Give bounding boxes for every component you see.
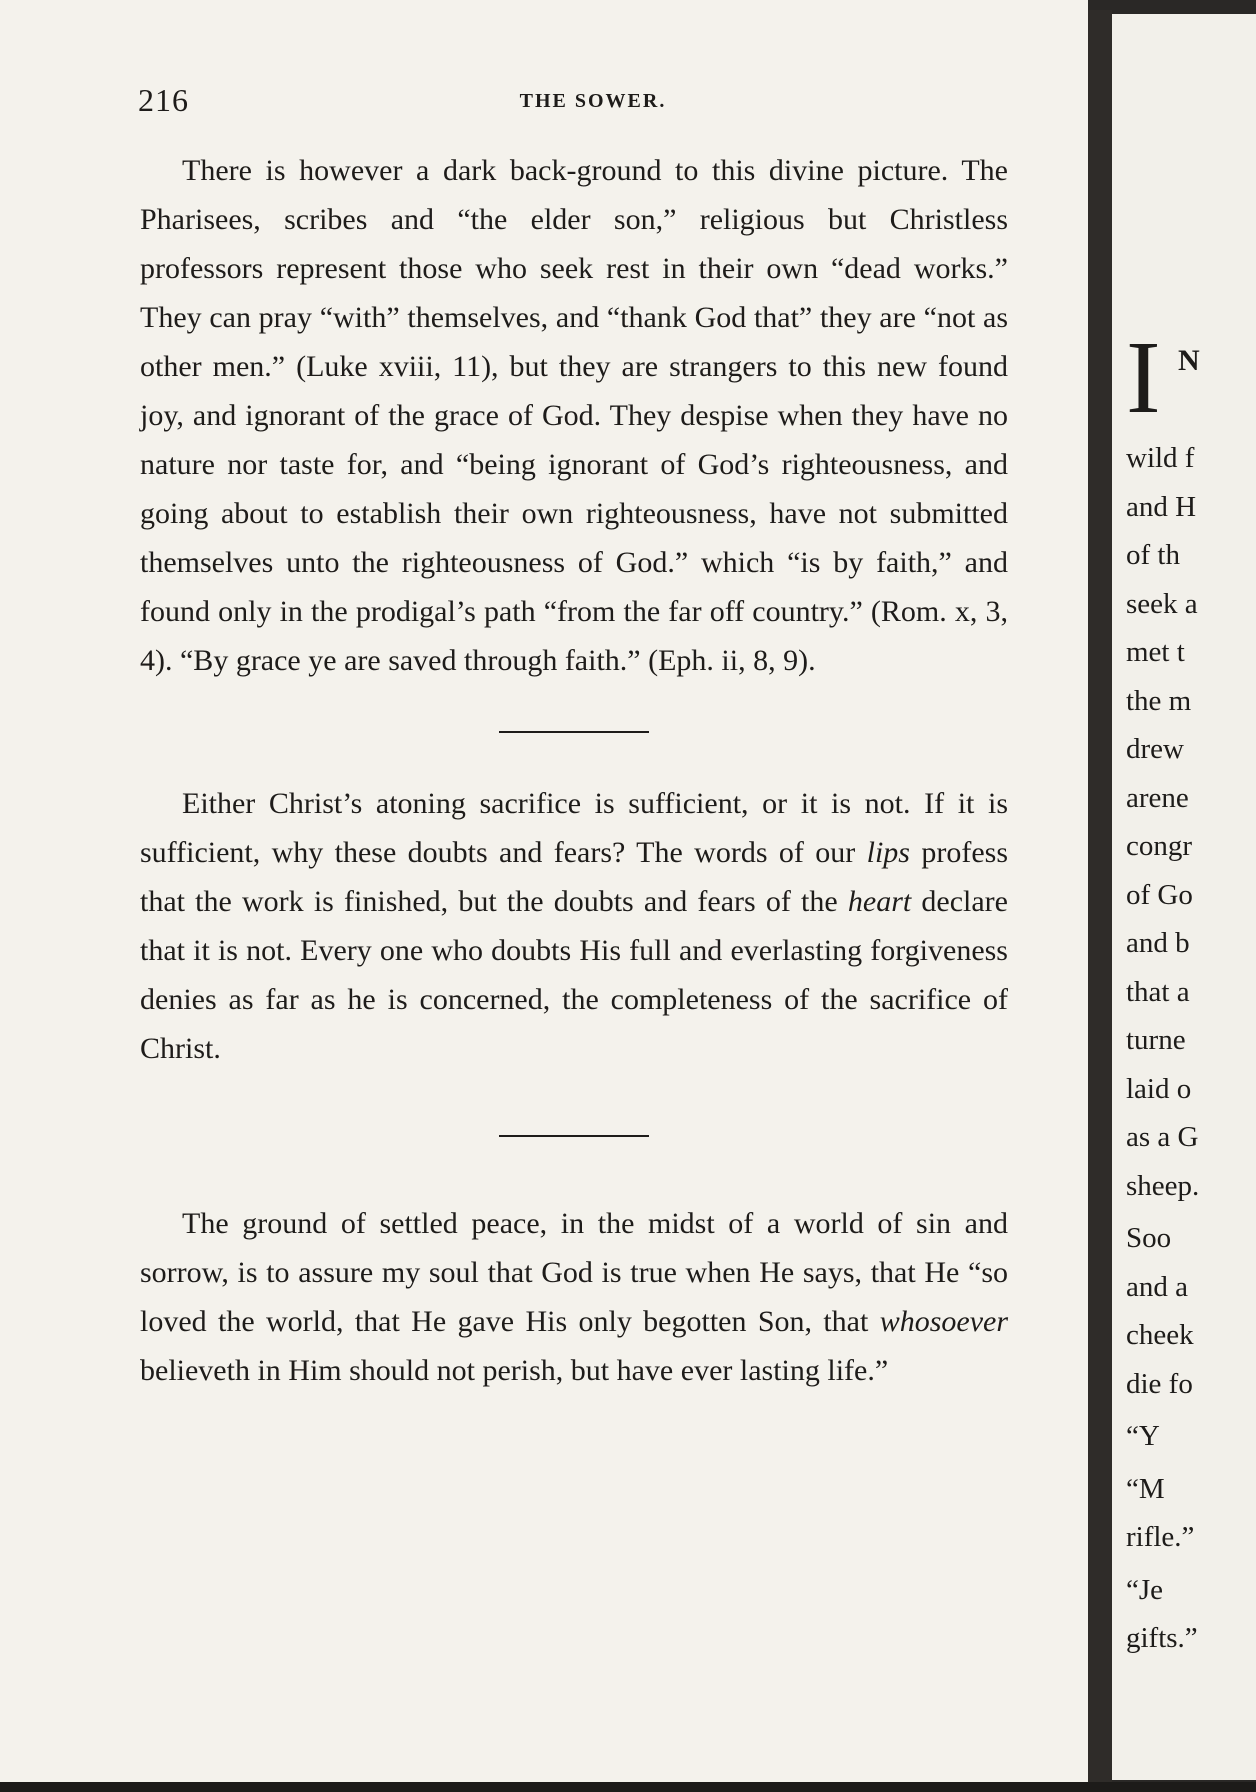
right-page-line: drew (1126, 733, 1184, 765)
right-page-line: rifle.” (1126, 1521, 1195, 1553)
section-divider (499, 1135, 649, 1137)
right-page-line: of Go (1126, 878, 1193, 911)
header-title: THE SOWER. (519, 90, 667, 112)
italic-text: whosoever (879, 1305, 1008, 1338)
right-page-line: and b (1126, 927, 1190, 959)
right-page-line: turne (1126, 1024, 1186, 1056)
right-page-line: Soo (1126, 1222, 1172, 1254)
page-number: 216 (138, 82, 189, 118)
italic-text: heart (847, 885, 912, 918)
paragraph-2 (140, 779, 1008, 1073)
right-page-line: “M (1126, 1472, 1165, 1505)
paragraph-3 (140, 1199, 1008, 1395)
right-page-line: and H (1126, 490, 1197, 523)
section-divider (499, 731, 649, 733)
book-spine (1088, 10, 1112, 1782)
right-page-line: “Je (1126, 1573, 1164, 1606)
body-text (140, 146, 1008, 1395)
text-segment: Either Christ’s atoning sacrifice is sufficient, or it is not. If it is sufficient, why these doubts and fears? The words of our (140, 787, 1008, 869)
drop-cap-small: N (1178, 344, 1200, 377)
right-page-line: sheep. (1126, 1169, 1200, 1202)
right-page-line: laid o (1126, 1072, 1192, 1105)
text-segment: There is however a dark back-ground to this divine picture. The Pharisees, scribes and “the elder son,” religious but Christless professors represent those who seek rest in their own “dead works.” They can pray “with” themselves, and “thank God that” they are “not as other men.” (Luke xviii, 11), but they are strangers to this new found joy, and ignorant of the grace of God. They despise when they have no nature nor taste for, and “being ignorant of God’s righteousness, and going about to establish their own righteousness, have not submitted themselves unto the righteousness of God.” which “is by faith,” and found only in the prodigal’s path “from the far off country.” (Rom. x, 3, 4). “By grace ye are saved through faith.” (Eph. ii, 8, 9). (140, 154, 1008, 677)
italic-text: lips (866, 836, 910, 869)
right-page-line: die fo (1126, 1367, 1193, 1400)
drop-cap: I (1126, 320, 1161, 435)
right-page-line: wild f (1126, 442, 1195, 474)
bottom-edge (0, 1782, 1256, 1792)
right-page-line: as a G (1126, 1121, 1199, 1153)
right-page-line: gifts.” (1126, 1622, 1198, 1654)
right-page-line: of th (1126, 539, 1180, 571)
right-page-line: cheek (1126, 1319, 1194, 1351)
text-segment: The ground of settled peace, in the midst of a world of sin and sorrow, is to assure my soul that God is true when He says, that He “so loved the world, that He gave His only begotten Son, that (140, 1207, 1008, 1338)
right-page (1112, 14, 1256, 1780)
text-segment: declare that it is not. Every one who doubts His full and everlasting forgiveness denies as far as he is concerned, the completeness of the sacrifice of Christ. (140, 885, 1008, 1065)
right-page-line: and a (1126, 1270, 1188, 1303)
right-page-line: seek a (1126, 587, 1198, 620)
text-segment: profess that the work is finished, but the doubts and fears of the (140, 836, 1009, 918)
right-page-line: met t (1126, 636, 1185, 668)
right-page-line: congr (1126, 830, 1193, 862)
right-page-lines (1126, 434, 1199, 1663)
paragraph-1 (140, 146, 1008, 685)
text-segment: believeth in Him should not perish, but have ever lasting life.” (140, 1354, 889, 1387)
right-page-line: the m (1126, 684, 1192, 717)
right-page-line: that a (1126, 975, 1190, 1008)
right-page-line: arene (1126, 781, 1189, 814)
right-page-line: “Y (1126, 1420, 1160, 1452)
running-head (138, 82, 1008, 122)
